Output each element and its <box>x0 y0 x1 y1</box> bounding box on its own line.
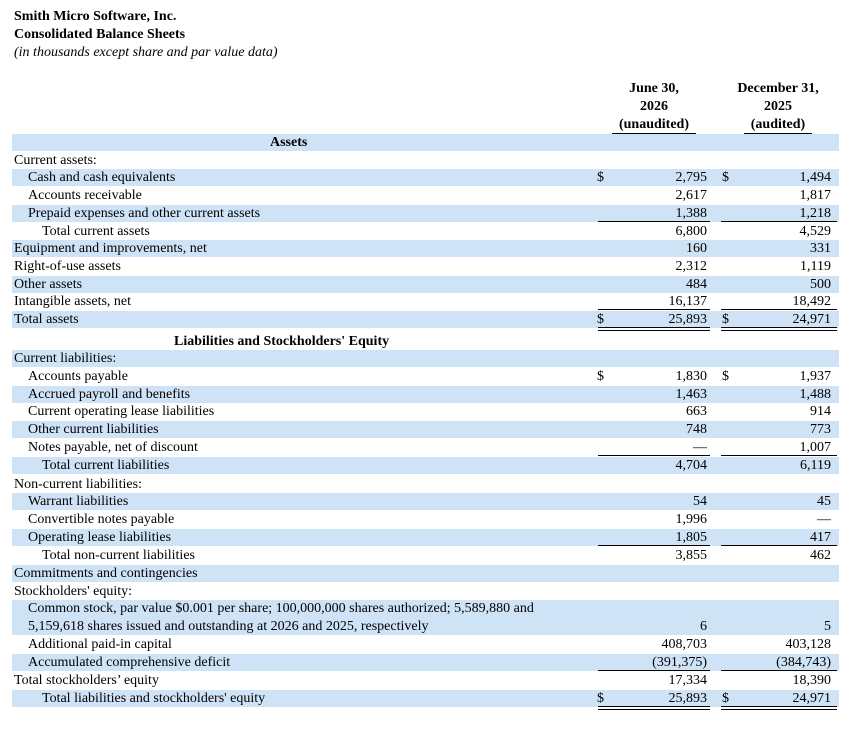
table-row <box>12 311 839 328</box>
row-label: Current assets: <box>14 153 97 168</box>
value-2026: 17,334 <box>668 673 707 688</box>
company-name: Smith Micro Software, Inc. <box>14 9 177 24</box>
row-label: Total liabilities and stockholders' equity <box>42 691 266 706</box>
value-2026: 25,893 <box>668 312 707 327</box>
value-2026: 25,893 <box>668 691 707 706</box>
table-row <box>12 276 839 293</box>
row-label: Accounts receivable <box>28 188 142 203</box>
value-2026: (391,375) <box>652 655 707 670</box>
underline <box>598 706 710 707</box>
dollar-sign: $ <box>597 691 604 706</box>
value-2026: 2,795 <box>675 170 707 185</box>
value-2025: 773 <box>810 422 831 437</box>
table-row <box>12 333 839 350</box>
underline <box>598 670 710 671</box>
row-label: Total assets <box>14 312 79 327</box>
row-label: Cash and cash equivalents <box>28 170 176 185</box>
row-label: Current operating lease liabilities <box>28 404 215 419</box>
table-row <box>12 152 839 169</box>
value-2026: 484 <box>686 277 707 292</box>
row-label: Right-of-use assets <box>14 259 121 274</box>
value-2026: 663 <box>686 404 707 419</box>
row-label: Other assets <box>14 277 83 292</box>
underline <box>598 455 710 456</box>
underline <box>598 545 710 546</box>
value-2025: 1,007 <box>799 440 831 455</box>
underline <box>721 309 837 310</box>
value-2025: 417 <box>810 530 831 545</box>
row-label: Accounts payable <box>28 369 128 384</box>
value-2026: 1,463 <box>675 387 707 402</box>
row-label: Prepaid expenses and other current assets <box>28 206 261 221</box>
value-2025: 1,218 <box>799 206 831 221</box>
underline <box>721 327 837 328</box>
value-2025: 462 <box>810 548 831 563</box>
dollar-sign: $ <box>597 170 604 185</box>
value-2025: (384,743) <box>776 655 831 670</box>
dollar-sign: $ <box>722 369 729 384</box>
dollar-sign: $ <box>722 691 729 706</box>
value-2025: 45 <box>817 494 831 509</box>
row-label: Accrued payroll and benefits <box>28 387 191 402</box>
double-underline <box>721 709 837 710</box>
value-2026: 16,137 <box>668 294 707 309</box>
row-label: Current liabilities: <box>14 351 117 366</box>
row-label-continuation: 5,159,618 shares issued and outstanding at 2026 and 2025, respectively <box>28 619 429 634</box>
row-label: Other current liabilities <box>28 422 159 437</box>
row-label: Operating lease liabilities <box>28 530 172 545</box>
row-label: Notes payable, net of discount <box>28 440 198 455</box>
underline <box>721 670 837 671</box>
value-2025: 6,119 <box>800 458 831 473</box>
section-heading: Liabilities and Stockholders' Equity <box>174 334 390 349</box>
row-label: Total current liabilities <box>42 458 170 473</box>
value-2026: 54 <box>693 494 707 509</box>
value-2026: — <box>693 440 707 455</box>
value-2026: 2,312 <box>675 259 707 274</box>
value-2026: 2,617 <box>675 188 707 203</box>
double-underline <box>721 330 837 331</box>
underline <box>721 455 837 456</box>
row-label: Total non-current liabilities <box>42 548 195 563</box>
column-header-line: (audited) <box>750 117 806 132</box>
row-label: Convertible notes payable <box>28 512 175 527</box>
value-2026: 1,830 <box>675 369 707 384</box>
double-underline <box>598 330 710 331</box>
table-row <box>12 368 839 385</box>
value-2025: 1,119 <box>800 259 831 274</box>
value-2026: 6 <box>700 619 707 634</box>
dollar-sign: $ <box>722 170 729 185</box>
row-label: Intangible assets, net <box>14 294 132 309</box>
row-label: Commitments and contingencies <box>14 566 198 581</box>
units-note: (in thousands except share and par value data) <box>14 45 278 60</box>
value-2026: 1,388 <box>675 206 707 221</box>
value-2026: 748 <box>686 422 707 437</box>
value-2025: 1,494 <box>799 170 831 185</box>
value-2026: 1,996 <box>675 512 707 527</box>
section-heading: Assets <box>270 135 308 150</box>
table-row <box>12 583 839 600</box>
double-underline <box>598 709 710 710</box>
table-row <box>12 134 839 151</box>
row-label: Equipment and improvements, net <box>14 241 207 256</box>
value-2025: 5 <box>824 619 831 634</box>
value-2025: 4,529 <box>799 224 831 239</box>
row-label: Non-current liabilities: <box>14 477 142 492</box>
row-label: Accumulated comprehensive deficit <box>28 655 231 670</box>
underline <box>721 706 837 707</box>
value-2025: — <box>817 512 831 527</box>
value-2025: 24,971 <box>792 312 831 327</box>
value-2026: 3,855 <box>675 548 707 563</box>
value-2025: 24,971 <box>792 691 831 706</box>
column-header-line: (unaudited) <box>618 117 690 132</box>
value-2026: 408,703 <box>661 637 707 652</box>
column-header-line: June 30, <box>629 81 679 96</box>
column-header-line: 2026 <box>640 99 668 114</box>
value-2025: 331 <box>810 241 831 256</box>
statement-title: Consolidated Balance Sheets <box>14 27 186 42</box>
table-row <box>12 258 839 275</box>
dollar-sign: $ <box>597 369 604 384</box>
value-2026: 1,805 <box>675 530 707 545</box>
table-row <box>12 350 839 367</box>
row-label: Common stock, par value $0.001 per share; 100,000,000 shares authorized; 5,589,880 and <box>28 601 534 616</box>
value-2025: 18,492 <box>792 294 831 309</box>
value-2025: 1,937 <box>799 369 831 384</box>
column-header-line: December 31, <box>737 81 819 96</box>
value-2025: 1,817 <box>799 188 831 203</box>
row-label: Total stockholders’ equity <box>14 673 159 688</box>
dollar-sign: $ <box>722 312 729 327</box>
value-2025: 18,390 <box>792 673 831 688</box>
value-2026: 6,800 <box>675 224 707 239</box>
row-label: Stockholders' equity: <box>14 584 133 599</box>
underline <box>598 309 710 310</box>
value-2026: 4,704 <box>675 458 707 473</box>
value-2026: 160 <box>686 241 707 256</box>
value-2025: 500 <box>810 277 831 292</box>
column-header-line: 2025 <box>764 99 792 114</box>
underline <box>598 221 710 222</box>
value-2025: 914 <box>810 404 831 419</box>
table-row <box>12 493 839 510</box>
underline <box>598 327 710 328</box>
row-label: Additional paid-in capital <box>28 637 172 652</box>
underline <box>721 221 837 222</box>
value-2025: 1,488 <box>799 387 831 402</box>
dollar-sign: $ <box>597 312 604 327</box>
row-label: Warrant liabilities <box>28 494 129 509</box>
underline <box>721 545 837 546</box>
row-label: Total current assets <box>42 224 150 239</box>
table-row <box>12 293 839 310</box>
value-2025: 403,128 <box>785 637 831 652</box>
